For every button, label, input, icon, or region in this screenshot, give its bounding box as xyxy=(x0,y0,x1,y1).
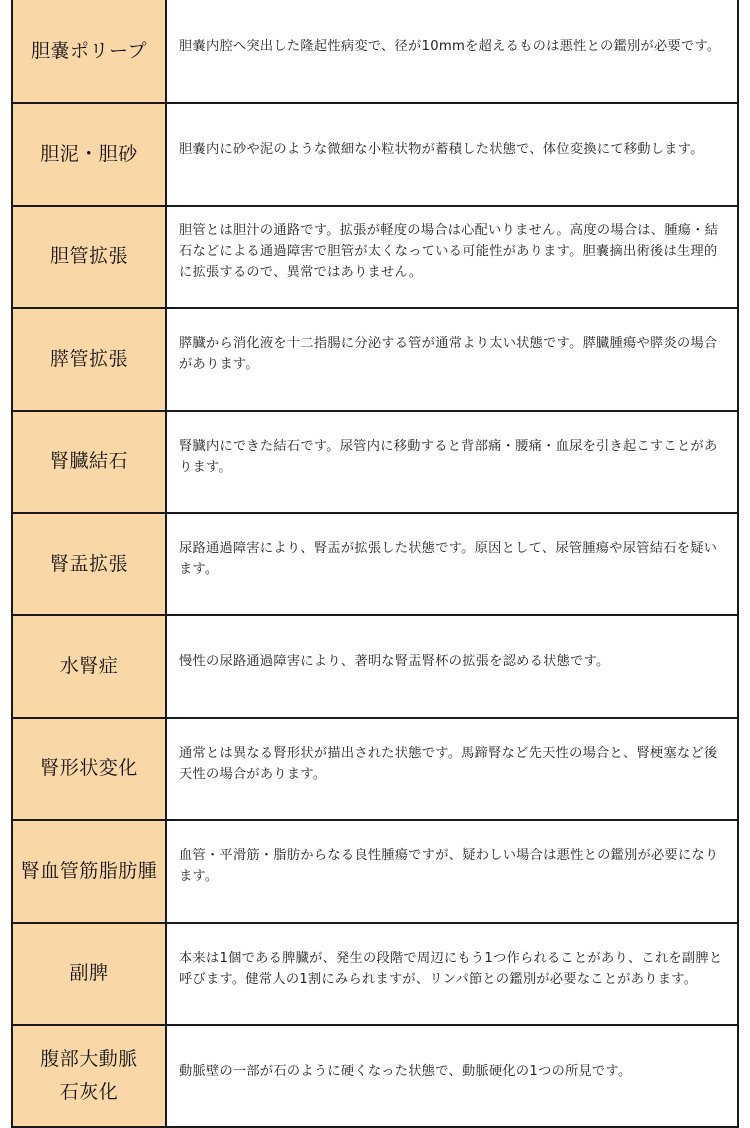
finding-description-text: 膵臓から消化液を十二指腸に分泌する管が通常より太い状態です。膵臓腫瘍や膵炎の場合があります。 xyxy=(179,336,718,373)
finding-term: 胆泥・胆砂 xyxy=(13,104,167,204)
finding-description xyxy=(167,514,737,614)
table-row xyxy=(13,614,737,716)
findings-table xyxy=(11,0,739,1128)
finding-term: 腎盂拡張 xyxy=(13,514,167,614)
finding-term: 胆嚢ポリープ xyxy=(13,0,167,102)
finding-description xyxy=(167,616,737,716)
finding-term: 水腎症 xyxy=(13,616,167,716)
table-row xyxy=(13,717,737,819)
finding-term: 副脾 xyxy=(13,924,167,1024)
finding-description xyxy=(167,719,737,819)
finding-description xyxy=(167,1026,737,1126)
finding-description xyxy=(167,207,737,307)
finding-description-text: 腎臓内にできた結石です。尿管内に移動すると背部痛・腰痛・血尿を引き起こすことがあります。 xyxy=(179,438,718,475)
finding-description-text: 胆嚢内腔へ突出した隆起性病変で、径が10mmを超えるものは悪性との鑑別が必要です。 xyxy=(179,38,721,54)
finding-description-text: 本来は1個である脾臓が、発生の段階で周辺にもう1つ作られることがあり、これを副脾と呼びます。健常人の1割にみられますが、リンパ節との鑑別が必要なことがあります。 xyxy=(179,950,723,987)
finding-description-text: 慢性の尿路通過障害により、著明な腎盂腎杯の拡張を認める状態です。 xyxy=(179,654,610,670)
finding-term: 膵管拡張 xyxy=(13,309,167,409)
finding-description-text: 尿路通過障害により、腎盂が拡張した状態です。原因として、尿管腫瘍や尿管結石を疑います。 xyxy=(179,541,718,578)
table-row xyxy=(13,512,737,614)
finding-term: 腎形状変化 xyxy=(13,719,167,819)
finding-term: 腎血管筋脂肪腫 xyxy=(13,821,167,921)
table-row xyxy=(13,819,737,921)
finding-description xyxy=(167,104,737,204)
finding-description xyxy=(167,0,737,102)
table-row xyxy=(13,0,737,102)
finding-description-text: 動脈壁の一部が石のように硬くなった状態で、動脈硬化の1つの所見です。 xyxy=(179,1063,632,1079)
finding-description xyxy=(167,309,737,409)
finding-description xyxy=(167,821,737,921)
finding-description-text: 胆嚢内に砂や泥のような微細な小粒状物が蓄積した状態で、体位変換にて移動します。 xyxy=(179,142,704,158)
table-row xyxy=(13,410,737,512)
finding-term: 腎臓結石 xyxy=(13,412,167,512)
table-row xyxy=(13,1024,737,1126)
finding-description-text: 血管・平滑筋・脂肪からなる良性腫瘍ですが、疑わしい場合は悪性との鑑別が必要になります。 xyxy=(179,848,719,885)
table-row xyxy=(13,922,737,1024)
table-row xyxy=(13,205,737,307)
finding-description-text: 胆管とは胆汁の通路です。拡張が軽度の場合は心配いりません。高度の場合は、腫瘍・結石などによる通過障害で胆管が太くなっている可能性があります。胆嚢摘出術後は生理的に拡張するので、異常ではありません。 xyxy=(179,223,719,281)
finding-description-text: 通常とは異なる腎形状が描出された状態です。馬蹄腎など先天性の場合と、腎梗塞など後天性の場合があります。 xyxy=(179,745,718,782)
finding-description xyxy=(167,412,737,512)
table-row xyxy=(13,102,737,204)
table-row xyxy=(13,307,737,409)
finding-term: 腹部大動脈 石灰化 xyxy=(13,1026,167,1126)
finding-description xyxy=(167,924,737,1024)
finding-term: 胆管拡張 xyxy=(13,207,167,307)
